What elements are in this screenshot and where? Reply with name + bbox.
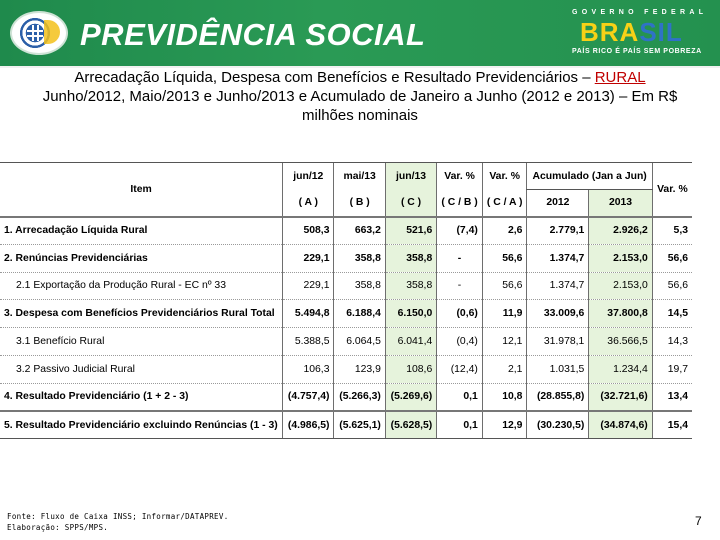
cell-jun12: 508,3 [283, 217, 334, 245]
cell-var-ca: 2,1 [482, 355, 527, 383]
cell-var-cb: - [437, 272, 483, 300]
title-line-2: Junho/2012, Maio/2013 e Junho/2013 e Acumulado de Janeiro a Junho (2012 e 2013) – Em R$ [42, 88, 678, 105]
title-line-1-text: Arrecadação Líquida, Despesa com Benefícios e Resultado Previdenciários – [74, 69, 595, 86]
table-row [0, 355, 692, 383]
cell-jun12: 229,1 [283, 244, 334, 272]
row-item: 3.2 Passivo Judicial Rural [0, 355, 283, 383]
cell-var-cb: 0,1 [437, 383, 483, 411]
header-2012: 2012 [527, 190, 589, 217]
cell-acc2013: 2.153,0 [589, 272, 652, 300]
cell-var-ca: 56,6 [482, 272, 527, 300]
cell-acc2013: 37.800,8 [589, 300, 652, 328]
row-item: 3.1 Benefício Rural [0, 328, 283, 356]
cell-jun13: 358,8 [385, 272, 436, 300]
gov-slogan: PAÍS RICO É PAÍS SEM POBREZA [572, 48, 702, 55]
cell-jun13: 358,8 [385, 244, 436, 272]
cell-acc2013: (34.874,6) [589, 411, 652, 439]
footer-prepared: Elaboração: SPPS/MPS. [7, 523, 109, 532]
title-line-3: milhões nominais [302, 107, 418, 124]
cell-var-acc: 15,4 [652, 411, 692, 439]
cell-jun12: 229,1 [283, 272, 334, 300]
cell-var-acc: 14,3 [652, 328, 692, 356]
cell-var-acc: 56,6 [652, 272, 692, 300]
gov-federal-label: GOVERNO FEDERAL [572, 9, 708, 16]
table-row [0, 272, 692, 300]
page-title [0, 68, 720, 125]
header-c: ( C ) [385, 190, 436, 217]
cell-acc2012: (28.855,8) [527, 383, 589, 411]
cell-acc2013: 2.926,2 [589, 217, 652, 245]
logo-grid-icon [27, 25, 43, 41]
cell-var-ca: 12,1 [482, 328, 527, 356]
header-acumulado: Acumulado (Jan a Jun) [527, 163, 652, 190]
cell-var-cb: (12,4) [437, 355, 483, 383]
cell-var-ca: 56,6 [482, 244, 527, 272]
cell-var-cb: - [437, 244, 483, 272]
row-item: 5. Resultado Previdenciário excluindo Renúncias (1 - 3) [0, 411, 283, 439]
cell-acc2012: 33.009,6 [527, 300, 589, 328]
row-item: 1. Arrecadação Líquida Rural [0, 217, 283, 245]
page-number: 7 [695, 514, 702, 528]
cell-acc2012: 31.978,1 [527, 328, 589, 356]
cell-var-ca: 11,9 [482, 300, 527, 328]
cell-mai13: 663,2 [334, 217, 385, 245]
header-a: ( A ) [283, 190, 334, 217]
header-jun13: jun/13 [385, 163, 436, 190]
cell-mai13: (5.625,1) [334, 411, 385, 439]
footer-source: Fonte: Fluxo de Caixa INSS; Informar/DATAPREV. [7, 512, 229, 521]
cell-var-acc: 5,3 [652, 217, 692, 245]
cell-acc2012: 2.779,1 [527, 217, 589, 245]
header-mai13: mai/13 [334, 163, 385, 190]
footer-notes [7, 511, 229, 533]
cell-var-cb: (0,4) [437, 328, 483, 356]
cell-var-acc: 13,4 [652, 383, 692, 411]
cell-mai13: 358,8 [334, 272, 385, 300]
cell-jun12: (4.757,4) [283, 383, 334, 411]
header-var-ca: Var. % [482, 163, 527, 190]
title-rural-word: RURAL [594, 69, 646, 86]
brand-title: PREVIDÊNCIA SOCIAL [80, 17, 426, 52]
cell-var-acc: 19,7 [652, 355, 692, 383]
row-item: 2.1 Exportação da Produção Rural - EC nº 33 [0, 272, 283, 300]
table-row [0, 411, 692, 439]
row-item: 2. Renúncias Previdenciárias [0, 244, 283, 272]
brasil-logo [580, 17, 683, 48]
cell-mai13: 6.064,5 [334, 328, 385, 356]
cell-var-cb: 0,1 [437, 411, 483, 439]
cell-acc2012: 1.374,7 [527, 244, 589, 272]
cell-acc2012: (30.230,5) [527, 411, 589, 439]
header-cb: ( C / B ) [437, 190, 483, 217]
cell-acc2012: 1.374,7 [527, 272, 589, 300]
title-line-1 [0, 68, 720, 87]
table-row [0, 383, 692, 411]
header-2013: 2013 [589, 190, 652, 217]
results-table [0, 162, 692, 439]
row-item: 3. Despesa com Benefícios Previdenciários Rural Total [0, 300, 283, 328]
header-banner [0, 0, 720, 66]
cell-jun13: (5.269,6) [385, 383, 436, 411]
brasil-logo-part2: SIL [639, 17, 683, 47]
cell-mai13: 6.188,4 [334, 300, 385, 328]
header-var-cb: Var. % [437, 163, 483, 190]
header-var-acumulado: Var. % [652, 163, 692, 217]
cell-jun12: 106,3 [283, 355, 334, 383]
cell-acc2013: 1.234,4 [589, 355, 652, 383]
header-b: ( B ) [334, 190, 385, 217]
cell-jun12: 5.494,8 [283, 300, 334, 328]
header-ca: ( C / A ) [482, 190, 527, 217]
table-row [0, 217, 692, 245]
row-item: 4. Resultado Previdenciário (1 + 2 - 3) [4, 391, 189, 403]
cell-jun12: (4.986,5) [283, 411, 334, 439]
table-row [0, 300, 692, 328]
cell-jun13: 108,6 [385, 355, 436, 383]
table-row [0, 328, 692, 356]
cell-acc2013: (32.721,6) [589, 383, 652, 411]
cell-var-ca: 2,6 [482, 217, 527, 245]
cell-var-cb: (7,4) [437, 217, 483, 245]
cell-jun13: 6.041,4 [385, 328, 436, 356]
cell-var-ca: 12,9 [482, 411, 527, 439]
brasil-logo-part1: BRA [580, 17, 640, 47]
cell-mai13: (5.266,3) [334, 383, 385, 411]
cell-var-acc: 56,6 [652, 244, 692, 272]
cell-var-acc: 14,5 [652, 300, 692, 328]
cell-mai13: 123,9 [334, 355, 385, 383]
cell-jun13: 521,6 [385, 217, 436, 245]
cell-jun13: (5.628,5) [385, 411, 436, 439]
table-row [0, 244, 692, 272]
cell-acc2012: 1.031,5 [527, 355, 589, 383]
cell-var-cb: (0,6) [437, 300, 483, 328]
cell-jun12: 5.388,5 [283, 328, 334, 356]
header-jun12: jun/12 [283, 163, 334, 190]
cell-acc2013: 36.566,5 [589, 328, 652, 356]
cell-jun13: 6.150,0 [385, 300, 436, 328]
header-item: Item [0, 163, 283, 217]
cell-var-ca: 10,8 [482, 383, 527, 411]
cell-acc2013: 2.153,0 [589, 244, 652, 272]
cell-mai13: 358,8 [334, 244, 385, 272]
